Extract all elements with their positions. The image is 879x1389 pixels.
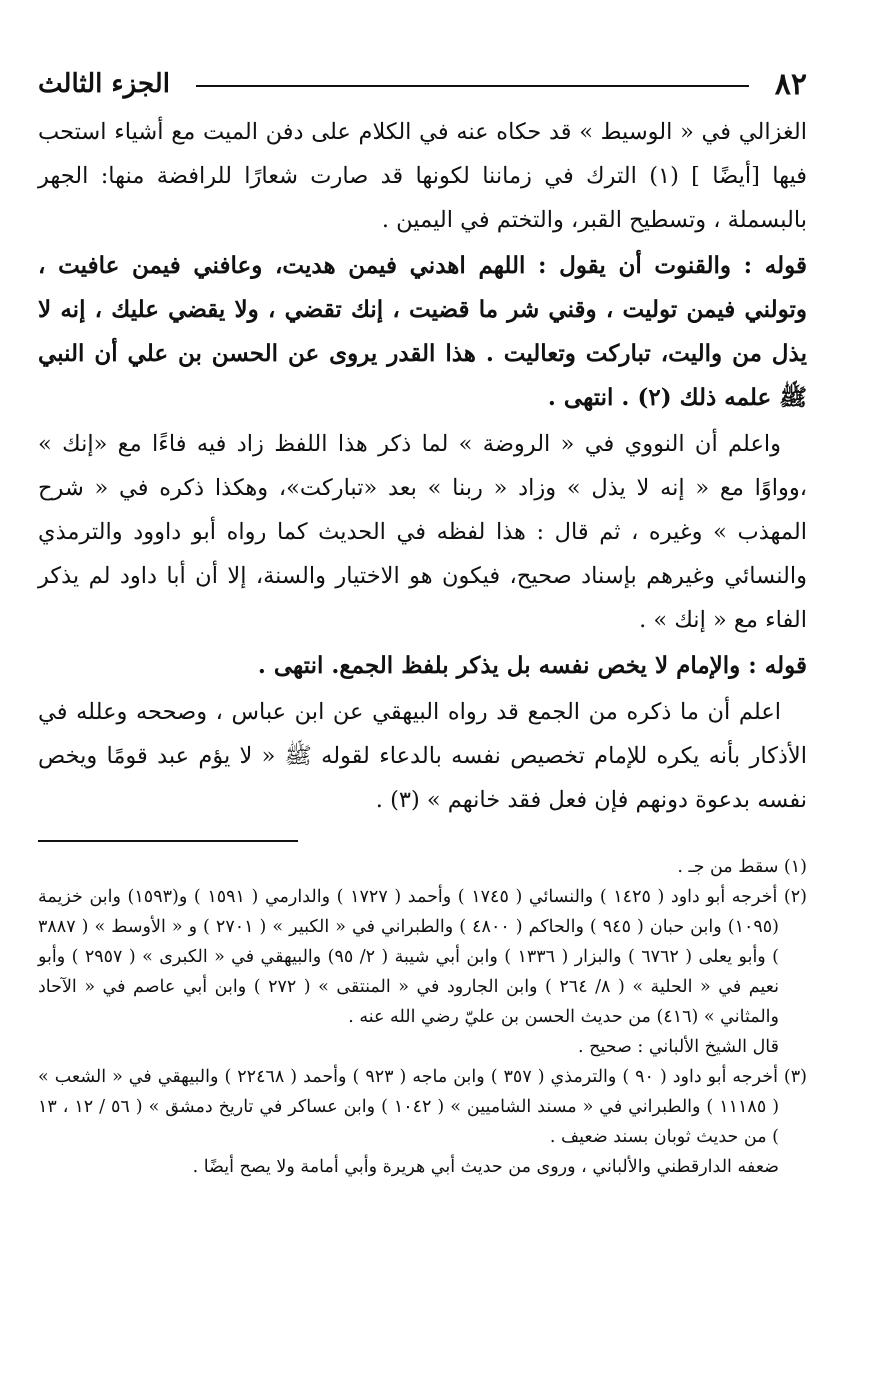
footnote-continuation: ضعفه الدارقطني والألباني ، وروى من حديث أبي هريرة وأبي أمامة ولا يصح أيضًا . <box>192 1157 779 1177</box>
running-title: الجزء الثالث <box>38 69 170 99</box>
footnote: (١) سقط من جـ . <box>677 857 807 877</box>
footnotes <box>38 852 807 1182</box>
paragraph: اعلم أن ما ذكره من الجمع قد رواه البيهقي عن ابن عباس ، وصححه وعلله في الأذكار بأنه يكره للإمام تخصيص نفسه بالدعاء لقوله ﷺ « لا يؤم عبد قومًا ويخص نفسه بدعوة دونهم فإن فعل فقد خانهم » (٣) . <box>38 699 807 813</box>
paragraph: الغزالي في « الوسيط » قد حكاه عنه في الكلام على دفن الميت مع أشياء استحب فيها [أيضًا ] (١) الترك في زماننا لكونها قد صارت شعارًا للرافضة منها: الجهر بالبسملة ، وتسطيح القبر، والتختم في اليمين . <box>38 119 807 233</box>
quoted-passage: قوله : والإمام لا يخص نفسه بل يذكر بلفظ الجمع. انتهى . <box>257 652 807 679</box>
footnote: (٢) أخرجه أبو داود ( ١٤٢٥ ) والنسائي ( ١٧٤٥ ) وأحمد ( ١٧٢٧ ) والدارمي ( ١٥٩١ ) و(١٥٩٣) وابن خزيمة (١٠٩٥) وابن حبان ( ٩٤٥ ) والحاكم ( ٤٨٠٠ ) والطبراني في « الكبير » ( ٢٧٠١ ) و « الأوسط » ( ٣٨٨٧ ) وأبو يعلى ( ٦٧٦٢ ) والبزار ( ١٣٣٦ ) وابن أبي شيبة ( ٢/ ٩٥) والبيهقي في « الكبرى » ( ٢٩٥٧ ) وأبو نعيم في « الحلية » ( ٨/ ٢٦٤ ) وابن الجارود في « المنتقى » ( ٢٧٢ ) وابن أبي عاصم في « الآحاد والمثاني » (٤١٦) من حديث الحسن بن عليّ رضي الله عنه . <box>38 887 807 1027</box>
page-number: ٨٢ <box>774 66 807 102</box>
paragraph: واعلم أن النووي في « الروضة » لما ذكر هذا اللفظ زاد فيه فاءًا مع «إنك » ،وواوًا مع « إنه لا يذل » وزاد « ربنا » بعد «تباركت»، وهكذا ذكره في « شرح المهذب » وغيره ، ثم قال : هذا لفظه في الحديث كما رواه أبو داوود والترمذي والنسائي وغيرهم بإسناد صحيح، فيكون هو الاختيار والسنة، إلا أن أبا داود لم يذكر الفاء مع « إنك » . <box>38 431 807 633</box>
main-text <box>38 110 807 822</box>
footnote-continuation: قال الشيخ الألباني : صحيح . <box>577 1037 779 1057</box>
quoted-passage: قوله : والقنوت أن يقول : اللهم اهدني فيمن هديت، وعافني فيمن عافيت ، وتولني فيمن توليت ، وقني شر ما قضيت ، إنك تقضي ، ولا يقضي عليك ، إنه لا يذل من واليت، تباركت وتعاليت . هذا القدر يروى عن الحسن بن علي أن النبي ﷺ علمه ذلك (٢) . انتهى . <box>38 252 807 411</box>
header-rule <box>196 85 749 87</box>
footnote-separator <box>38 840 298 842</box>
footnote: (٣) أخرجه أبو داود ( ٩٠ ) والترمذي ( ٣٥٧ ) وابن ماجه ( ٩٢٣ ) وأحمد ( ٢٢٤٦٨ ) والبيهقي في « الشعب » ( ١١١٨٥ ) والطبراني في « مسند الشاميين » ( ١٠٤٢ ) وابن عساكر في تاريخ دمشق » ( ٥٦ / ١٢ ، ١٣ ) من حديث ثوبان بسند ضعيف . <box>38 1067 807 1147</box>
page-header <box>38 58 807 110</box>
